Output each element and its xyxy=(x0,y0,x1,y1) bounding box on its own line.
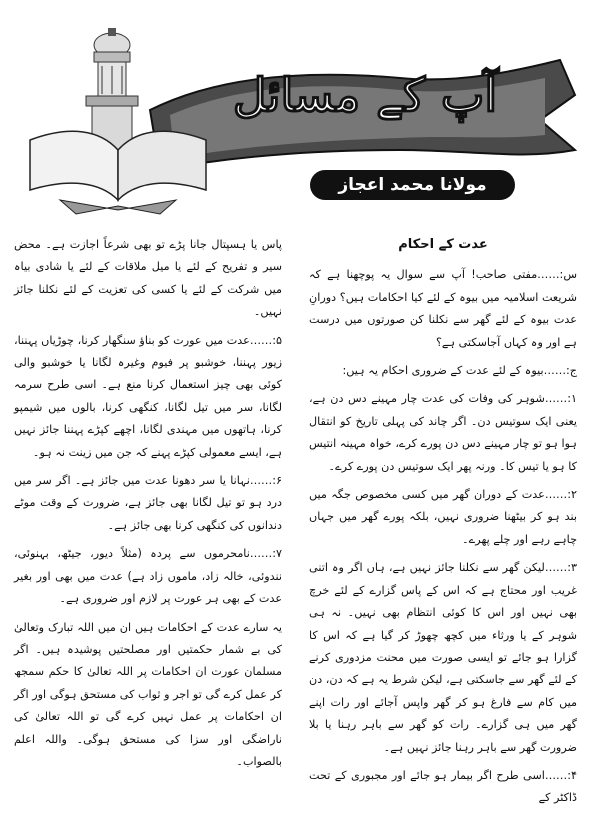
paragraph: س:……مفتی صاحب! آپ سے سوال یہ پوچھنا ہے کہ شریعت اسلامیہ میں بیوہ کے لئے کیا احکامات ہیں؟ دورانِ عدت بیوہ کے لئے گھر سے نکلنا کن صورتوں میں درست ہے اور وہ کہاں آجاسکتی ہے؟ xyxy=(309,268,577,349)
paragraph: ۱:……شوہر کی وفات کی عدت چار مہینے دس دن ہے، یعنی ایک سوتیس دن۔ اگر چاند کی پہلی تاریخ کو انتقال ہوا ہو تو چار مہینے دس دن پورے کرے، خواہ مہینہ انتیس کا ہو یا تیس کا۔ ورنہ پھر ایک سوتیس دن پورے کرے۔ xyxy=(309,392,577,473)
page-title: آپ کے مسائل xyxy=(232,68,498,122)
paragraph: پاس یا ہسپتال جانا پڑے تو بھی شرعاً اجازت ہے۔ محض سیر و تفریح کے لئے یا میل ملاقات کے لئے یا شادی بیاہ میں شرکت کے لئے یا کسی کی تعزیت کے لئے نکلنا جائز نہیں۔ xyxy=(14,238,282,319)
paragraph: ۳:……لیکن گھر سے نکلنا جائز نہیں ہے، ہاں اگر وہ اتنی غریب اور محتاج ہے کہ اس کے پاس گزارے کے لئے خرچ بھی نہیں اور اس کا کوئی انتظام بھی نہیں۔ نہ ہی شوہر کے یا ورثاء میں کچھ چھوڑ کر گیا ہے کہ اس کا گزارا ہو جائے تو ایسی صورت میں محنت مزدوری کرنے کے لئے گھر سے جاسکتی ہے، لیکن شرط یہ ہے کہ دن، دن میں کام سے فارغ ہو کر گھر واپس آجائے اور رات اپنے گھر میں ہی گزارے۔ رات کو گھر سے باہر رہنا یا بلا ضرورت گھر سے باہر رہنا جائز نہیں ہے۔ xyxy=(309,561,577,754)
paragraph: ۷:……نامحرموں سے پردہ (مثلاً دیور، جیٹھ، بہنوئی، نندوئی، خالہ زاد، ماموں زاد ہے) عدت میں بھی اور بغیر عدت کے بھی ہر عورت پر لازم اور ضروری ہے۔ xyxy=(14,547,282,606)
paragraph: ۵:……عدت میں عورت کو بناؤ سنگھار کرنا، چوڑیاں پہننا، زیور پہننا، خوشبو پر فیوم وغیرہ لگانا یا خوشبو والی کوئی بھی چیز استعمال کرنا منع ہے۔ اسی طرح سرمہ لگانا، سر میں تیل لگانا، کنگھی کرنا، بالوں میں شیمپو کرنا، ہاتھوں میں مہندی لگانا، اچھے کپڑے پہننا جائز نہیں ہے، ایسے معمولی کپڑے پہنے کہ جن میں زینت نہ ہو۔ xyxy=(14,333,282,459)
author-badge: مولانا محمد اعجاز مصطفیٰ xyxy=(310,170,515,200)
paragraph: یہ سارے عدت کے احکامات ہیں ان میں اللہ تبارک وتعالیٰ کی بے شمار حکمتیں اور مصلحتیں پوشیدہ ہیں۔ اگر مسلمان عورت ان احکامات پر اللہ تعالیٰ کا حکم سمجھ کر عمل کرے گی تو اجر و ثواب کی مستحق ہوگی اور اگر ان احکامات پر عمل نہیں کرے گی تو اللہ تعالیٰ کی ناراضگی اور سزا کی مستحق ہوگی۔ واللہ اعلم بالصواب۔ xyxy=(14,620,282,768)
article-heading: عدت کے احکام xyxy=(398,237,488,252)
paragraph: ج:……بیوہ کے لئے عدت کے ضروری احکام یہ ہیں: xyxy=(342,364,577,378)
paragraph: ۶:……نہانا یا سر دھونا عدت میں جائز ہے۔ اگر سر میں درد ہو تو تیل لگانا بھی جائز ہے، ضرورت کے وقت موٹے دندانوں کی کنگھی کرنا بھی جائز ہے۔ xyxy=(14,474,282,532)
paragraph: ۲:……عدت کے دوران گھر میں کسی مخصوص جگہ میں بند ہو کر بیٹھنا ضروری نہیں، بلکہ پورے گھر میں جہاں چاہے رہے اور چلے پھرے۔ xyxy=(309,488,577,546)
left-column xyxy=(14,234,282,779)
paragraph: ۴:……اسی طرح اگر بیمار ہو جائے اور مجبوری کے تحت ڈاکٹر کے xyxy=(309,768,577,805)
page-header xyxy=(0,0,590,225)
right-column xyxy=(309,234,577,816)
